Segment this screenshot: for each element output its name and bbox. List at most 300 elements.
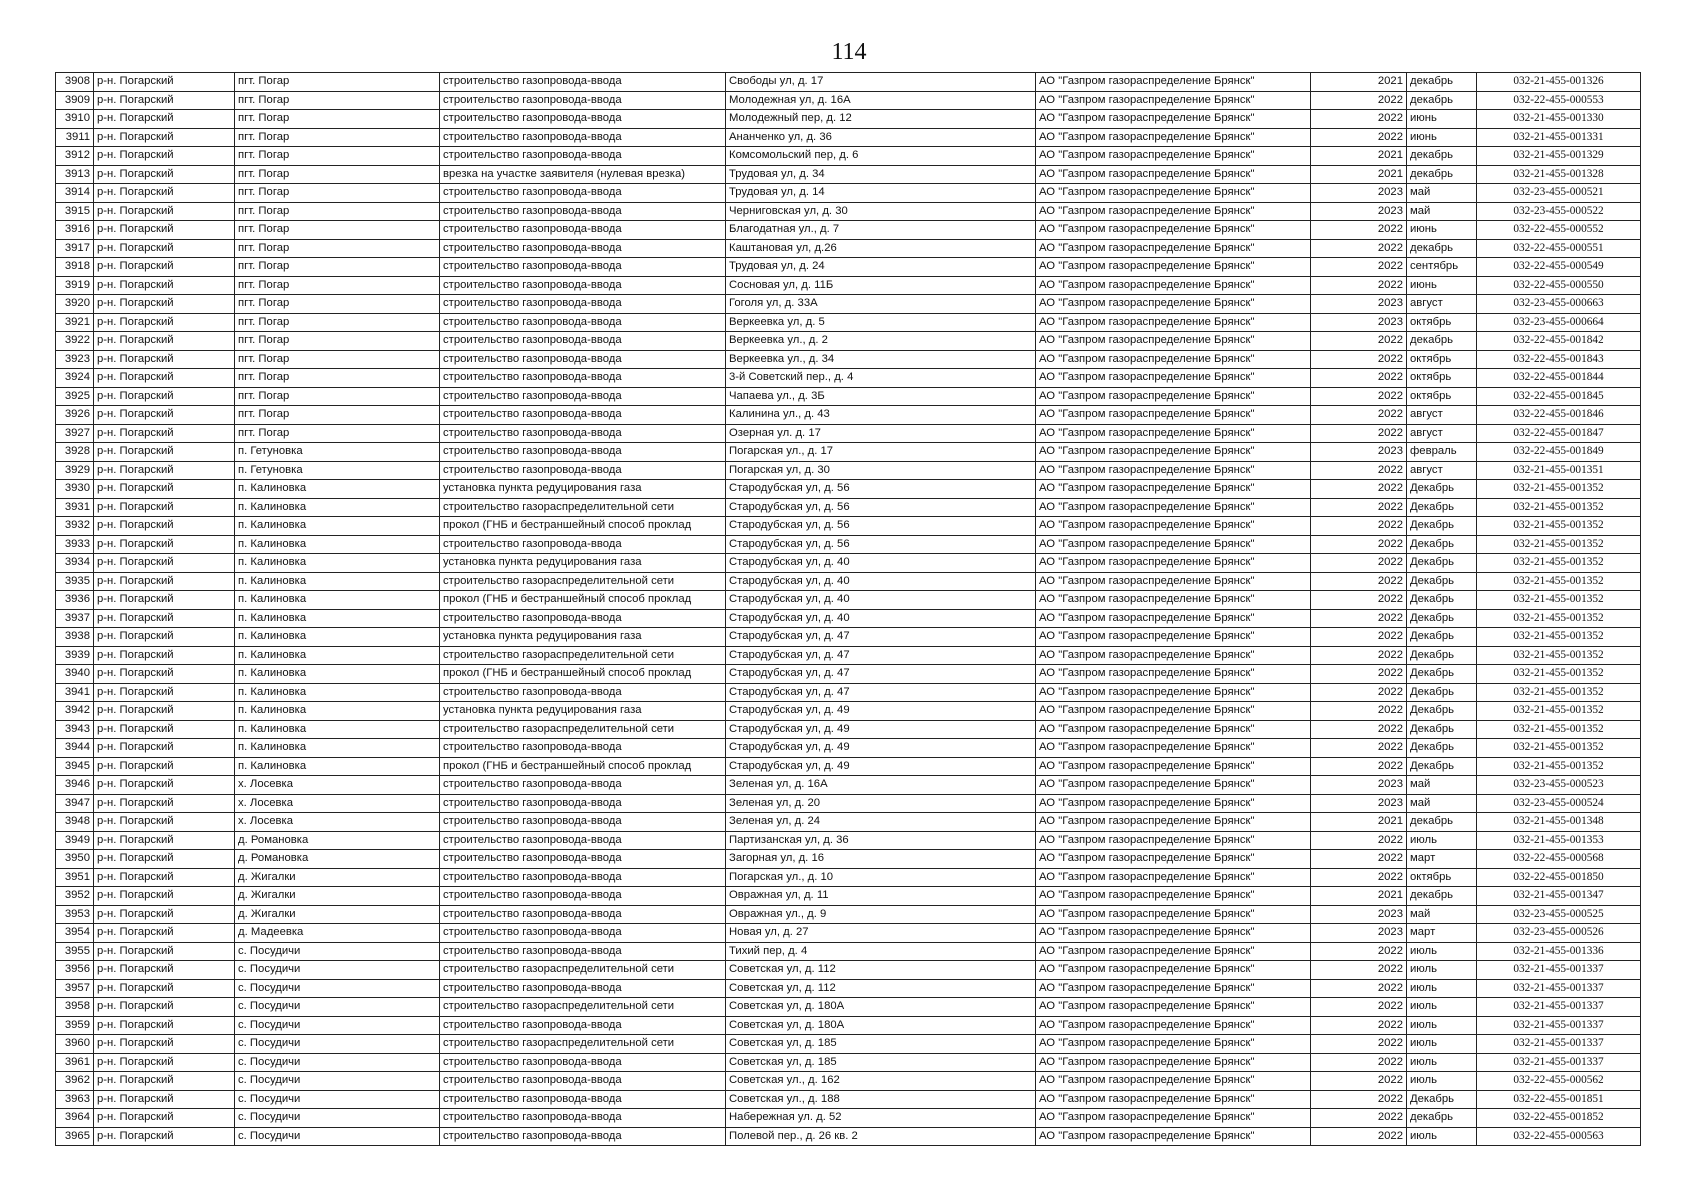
cell-work-type: строительство газопровода-ввода	[440, 535, 726, 554]
cell-number: 3960	[56, 1035, 94, 1054]
cell-number: 3928	[56, 443, 94, 462]
cell-address: Овражная ул., д. 9	[726, 905, 1036, 924]
cell-organization: АО "Газпром газораспределение Брянск"	[1036, 239, 1311, 258]
cell-month: Декабрь	[1407, 609, 1477, 628]
cell-number: 3948	[56, 813, 94, 832]
cell-district: р-н. Погарский	[94, 961, 235, 980]
cell-code: 032-21-455-001352	[1477, 498, 1641, 517]
cell-year: 2023	[1311, 313, 1407, 332]
cell-month: август	[1407, 424, 1477, 443]
cell-number: 3951	[56, 868, 94, 887]
cell-address: Тихий пер, д. 4	[726, 942, 1036, 961]
cell-settlement: п. Калиновка	[235, 646, 440, 665]
cell-work-type: строительство газопровода-ввода	[440, 184, 726, 203]
cell-settlement: пгт. Погар	[235, 295, 440, 314]
cell-work-type: строительство газопровода-ввода	[440, 850, 726, 869]
table-row	[56, 147, 1641, 166]
cell-work-type: строительство газопровода-ввода	[440, 924, 726, 943]
cell-number: 3917	[56, 239, 94, 258]
cell-year: 2022	[1311, 942, 1407, 961]
cell-code: 032-22-455-000553	[1477, 91, 1641, 110]
cell-code: 032-21-455-001352	[1477, 535, 1641, 554]
cell-year: 2022	[1311, 110, 1407, 129]
cell-month: март	[1407, 924, 1477, 943]
cell-address: Овражная ул, д. 11	[726, 887, 1036, 906]
cell-district: р-н. Погарский	[94, 609, 235, 628]
cell-address: Каштановая ул, д.26	[726, 239, 1036, 258]
cell-address: Стародубская ул, д. 56	[726, 498, 1036, 517]
cell-district: р-н. Погарский	[94, 554, 235, 573]
cell-number: 3942	[56, 702, 94, 721]
cell-settlement: пгт. Погар	[235, 184, 440, 203]
cell-work-type: строительство газопровода-ввода	[440, 406, 726, 425]
cell-address: Стародубская ул, д. 49	[726, 757, 1036, 776]
cell-month: май	[1407, 202, 1477, 221]
cell-year: 2022	[1311, 369, 1407, 388]
cell-organization: АО "Газпром газораспределение Брянск"	[1036, 979, 1311, 998]
cell-code: 032-21-455-001352	[1477, 480, 1641, 499]
cell-year: 2023	[1311, 443, 1407, 462]
cell-code: 032-22-455-000563	[1477, 1127, 1641, 1146]
cell-number: 3914	[56, 184, 94, 203]
cell-address: Зеленая ул, д. 24	[726, 813, 1036, 832]
cell-year: 2022	[1311, 517, 1407, 536]
cell-district: р-н. Погарский	[94, 905, 235, 924]
cell-settlement: х. Лосевка	[235, 813, 440, 832]
cell-code: 032-21-455-001352	[1477, 702, 1641, 721]
cell-district: р-н. Погарский	[94, 979, 235, 998]
cell-district: р-н. Погарский	[94, 350, 235, 369]
cell-district: р-н. Погарский	[94, 887, 235, 906]
cell-month: Декабрь	[1407, 646, 1477, 665]
cell-work-type: строительство газораспределительной сети	[440, 1035, 726, 1054]
cell-work-type: строительство газопровода-ввода	[440, 91, 726, 110]
table-row	[56, 887, 1641, 906]
cell-settlement: с. Посудичи	[235, 961, 440, 980]
cell-settlement: п. Калиновка	[235, 591, 440, 610]
cell-district: р-н. Погарский	[94, 128, 235, 147]
cell-organization: АО "Газпром газораспределение Брянск"	[1036, 91, 1311, 110]
cell-settlement: пгт. Погар	[235, 165, 440, 184]
cell-settlement: пгт. Погар	[235, 110, 440, 129]
cell-number: 3958	[56, 998, 94, 1017]
table-row	[56, 850, 1641, 869]
cell-organization: АО "Газпром газораспределение Брянск"	[1036, 1127, 1311, 1146]
cell-address: Стародубская ул, д. 56	[726, 480, 1036, 499]
cell-year: 2023	[1311, 924, 1407, 943]
cell-month: июль	[1407, 961, 1477, 980]
cell-organization: АО "Газпром газораспределение Брянск"	[1036, 147, 1311, 166]
cell-address: Трудовая ул, д. 34	[726, 165, 1036, 184]
cell-code: 032-23-455-000525	[1477, 905, 1641, 924]
cell-district: р-н. Погарский	[94, 739, 235, 758]
cell-month: декабрь	[1407, 813, 1477, 832]
cell-number: 3930	[56, 480, 94, 499]
cell-month: июль	[1407, 831, 1477, 850]
table-row	[56, 1016, 1641, 1035]
cell-code: 032-22-455-001842	[1477, 332, 1641, 351]
cell-district: р-н. Погарский	[94, 535, 235, 554]
cell-year: 2021	[1311, 147, 1407, 166]
cell-year: 2022	[1311, 424, 1407, 443]
cell-work-type: строительство газопровода-ввода	[440, 295, 726, 314]
cell-organization: АО "Газпром газораспределение Брянск"	[1036, 406, 1311, 425]
cell-district: р-н. Погарский	[94, 850, 235, 869]
cell-organization: АО "Газпром газораспределение Брянск"	[1036, 128, 1311, 147]
cell-year: 2022	[1311, 609, 1407, 628]
cell-number: 3920	[56, 295, 94, 314]
cell-district: р-н. Погарский	[94, 369, 235, 388]
cell-month: Декабрь	[1407, 720, 1477, 739]
cell-address: Гоголя ул, д. 33А	[726, 295, 1036, 314]
table-row	[56, 942, 1641, 961]
table-row	[56, 591, 1641, 610]
cell-organization: АО "Газпром газораспределение Брянск"	[1036, 1016, 1311, 1035]
table-row	[56, 961, 1641, 980]
cell-month: июль	[1407, 942, 1477, 961]
table-row	[56, 628, 1641, 647]
cell-address: Стародубская ул, д. 49	[726, 702, 1036, 721]
cell-settlement: с. Посудичи	[235, 979, 440, 998]
cell-organization: АО "Газпром газораспределение Брянск"	[1036, 461, 1311, 480]
cell-code: 032-21-455-001352	[1477, 757, 1641, 776]
table-row	[56, 202, 1641, 221]
cell-number: 3933	[56, 535, 94, 554]
cell-address: Стародубская ул, д. 47	[726, 646, 1036, 665]
cell-number: 3946	[56, 776, 94, 795]
cell-settlement: д. Жигалки	[235, 887, 440, 906]
cell-month: февраль	[1407, 443, 1477, 462]
cell-month: Декабрь	[1407, 683, 1477, 702]
cell-address: Зеленая ул, д. 16А	[726, 776, 1036, 795]
cell-number: 3963	[56, 1090, 94, 1109]
cell-district: р-н. Погарский	[94, 387, 235, 406]
cell-address: Молодежный пер, д. 12	[726, 110, 1036, 129]
cell-code: 032-21-455-001352	[1477, 628, 1641, 647]
cell-month: июль	[1407, 1016, 1477, 1035]
cell-settlement: д. Романовка	[235, 831, 440, 850]
cell-settlement: с. Посудичи	[235, 998, 440, 1017]
registry-body	[56, 73, 1641, 1146]
cell-address: Набережная ул. д. 52	[726, 1109, 1036, 1128]
cell-district: р-н. Погарский	[94, 776, 235, 795]
cell-district: р-н. Погарский	[94, 572, 235, 591]
cell-district: р-н. Погарский	[94, 480, 235, 499]
cell-month: май	[1407, 184, 1477, 203]
cell-code: 032-22-455-000568	[1477, 850, 1641, 869]
cell-organization: АО "Газпром газораспределение Брянск"	[1036, 1109, 1311, 1128]
cell-settlement: п. Гетуновка	[235, 461, 440, 480]
cell-code: 032-21-455-001352	[1477, 554, 1641, 573]
cell-work-type: прокол (ГНБ и бестраншейный способ проклад	[440, 665, 726, 684]
cell-year: 2022	[1311, 1090, 1407, 1109]
table-row	[56, 702, 1641, 721]
cell-month: декабрь	[1407, 91, 1477, 110]
cell-address: Стародубская ул, д. 47	[726, 683, 1036, 702]
cell-district: р-н. Погарский	[94, 443, 235, 462]
cell-month: декабрь	[1407, 165, 1477, 184]
cell-district: р-н. Погарский	[94, 1090, 235, 1109]
cell-district: р-н. Погарский	[94, 1053, 235, 1072]
cell-number: 3925	[56, 387, 94, 406]
cell-code: 032-22-455-001844	[1477, 369, 1641, 388]
cell-year: 2022	[1311, 961, 1407, 980]
cell-organization: АО "Газпром газораспределение Брянск"	[1036, 868, 1311, 887]
table-row	[56, 424, 1641, 443]
cell-month: декабрь	[1407, 1109, 1477, 1128]
cell-number: 3953	[56, 905, 94, 924]
cell-year: 2022	[1311, 998, 1407, 1017]
cell-month: июль	[1407, 1127, 1477, 1146]
cell-work-type: строительство газопровода-ввода	[440, 258, 726, 277]
cell-year: 2022	[1311, 239, 1407, 258]
cell-number: 3935	[56, 572, 94, 591]
cell-month: декабрь	[1407, 332, 1477, 351]
cell-month: июнь	[1407, 128, 1477, 147]
cell-settlement: пгт. Погар	[235, 73, 440, 92]
cell-settlement: с. Посудичи	[235, 1109, 440, 1128]
cell-year: 2022	[1311, 850, 1407, 869]
table-row	[56, 128, 1641, 147]
cell-code: 032-21-455-001328	[1477, 165, 1641, 184]
cell-year: 2022	[1311, 1109, 1407, 1128]
table-row	[56, 110, 1641, 129]
cell-number: 3931	[56, 498, 94, 517]
cell-month: июль	[1407, 1053, 1477, 1072]
cell-month: июль	[1407, 998, 1477, 1017]
cell-code: 032-21-455-001331	[1477, 128, 1641, 147]
cell-code: 032-21-455-001337	[1477, 979, 1641, 998]
cell-address: Благодатная ул., д. 7	[726, 221, 1036, 240]
cell-year: 2022	[1311, 480, 1407, 499]
cell-district: р-н. Погарский	[94, 517, 235, 536]
cell-number: 3939	[56, 646, 94, 665]
table-row	[56, 295, 1641, 314]
cell-organization: АО "Газпром газораспределение Брянск"	[1036, 794, 1311, 813]
cell-year: 2022	[1311, 1035, 1407, 1054]
cell-address: Стародубская ул, д. 40	[726, 591, 1036, 610]
cell-district: р-н. Погарский	[94, 424, 235, 443]
cell-number: 3923	[56, 350, 94, 369]
cell-address: Советская ул, д. 112	[726, 979, 1036, 998]
table-row	[56, 1053, 1641, 1072]
cell-year: 2021	[1311, 165, 1407, 184]
cell-month: Декабрь	[1407, 665, 1477, 684]
cell-work-type: строительство газопровода-ввода	[440, 905, 726, 924]
cell-number: 3913	[56, 165, 94, 184]
table-row	[56, 498, 1641, 517]
cell-code: 032-22-455-000552	[1477, 221, 1641, 240]
cell-work-type: строительство газопровода-ввода	[440, 739, 726, 758]
cell-month: июль	[1407, 979, 1477, 998]
cell-address: Стародубская ул, д. 40	[726, 609, 1036, 628]
cell-year: 2022	[1311, 461, 1407, 480]
cell-work-type: строительство газопровода-ввода	[440, 73, 726, 92]
cell-organization: АО "Газпром газораспределение Брянск"	[1036, 295, 1311, 314]
cell-code: 032-21-455-001352	[1477, 665, 1641, 684]
table-row	[56, 461, 1641, 480]
table-row	[56, 258, 1641, 277]
cell-month: Декабрь	[1407, 554, 1477, 573]
cell-number: 3934	[56, 554, 94, 573]
cell-organization: АО "Газпром газораспределение Брянск"	[1036, 535, 1311, 554]
cell-work-type: строительство газопровода-ввода	[440, 813, 726, 832]
cell-number: 3944	[56, 739, 94, 758]
cell-code: 032-22-455-001847	[1477, 424, 1641, 443]
cell-work-type: врезка на участке заявителя (нулевая врезка)	[440, 165, 726, 184]
cell-number: 3952	[56, 887, 94, 906]
cell-work-type: строительство газопровода-ввода	[440, 1109, 726, 1128]
cell-address: Веркеевка ул., д. 2	[726, 332, 1036, 351]
cell-code: 032-23-455-000526	[1477, 924, 1641, 943]
cell-district: р-н. Погарский	[94, 942, 235, 961]
cell-number: 3938	[56, 628, 94, 647]
cell-code: 032-23-455-000521	[1477, 184, 1641, 203]
cell-code: 032-21-455-001337	[1477, 961, 1641, 980]
table-row	[56, 572, 1641, 591]
cell-settlement: д. Романовка	[235, 850, 440, 869]
cell-settlement: пгт. Погар	[235, 424, 440, 443]
cell-settlement: с. Посудичи	[235, 1127, 440, 1146]
cell-address: Советская ул, д. 185	[726, 1053, 1036, 1072]
cell-work-type: строительство газопровода-ввода	[440, 683, 726, 702]
cell-number: 3959	[56, 1016, 94, 1035]
cell-address: Стародубская ул, д. 40	[726, 554, 1036, 573]
cell-address: Трудовая ул, д. 14	[726, 184, 1036, 203]
cell-number: 3921	[56, 313, 94, 332]
cell-work-type: строительство газопровода-ввода	[440, 387, 726, 406]
cell-number: 3950	[56, 850, 94, 869]
cell-settlement: с. Посудичи	[235, 1016, 440, 1035]
cell-organization: АО "Газпром газораспределение Брянск"	[1036, 831, 1311, 850]
cell-code: 032-21-455-001353	[1477, 831, 1641, 850]
cell-month: октябрь	[1407, 313, 1477, 332]
cell-organization: АО "Газпром газораспределение Брянск"	[1036, 110, 1311, 129]
cell-year: 2022	[1311, 1127, 1407, 1146]
cell-organization: АО "Газпром газораспределение Брянск"	[1036, 887, 1311, 906]
table-row	[56, 776, 1641, 795]
cell-address: Стародубская ул, д. 47	[726, 665, 1036, 684]
cell-year: 2023	[1311, 202, 1407, 221]
cell-work-type: строительство газопровода-ввода	[440, 1127, 726, 1146]
cell-code: 032-22-455-001843	[1477, 350, 1641, 369]
cell-district: р-н. Погарский	[94, 184, 235, 203]
cell-district: р-н. Погарский	[94, 1035, 235, 1054]
cell-year: 2022	[1311, 406, 1407, 425]
cell-number: 3957	[56, 979, 94, 998]
cell-address: Комсомольский пер, д. 6	[726, 147, 1036, 166]
cell-settlement: п. Калиновка	[235, 554, 440, 573]
cell-year: 2022	[1311, 591, 1407, 610]
cell-work-type: прокол (ГНБ и бестраншейный способ проклад	[440, 517, 726, 536]
cell-organization: АО "Газпром газораспределение Брянск"	[1036, 480, 1311, 499]
cell-district: р-н. Погарский	[94, 110, 235, 129]
cell-work-type: строительство газопровода-ввода	[440, 202, 726, 221]
cell-district: р-н. Погарский	[94, 498, 235, 517]
cell-settlement: п. Калиновка	[235, 665, 440, 684]
cell-year: 2022	[1311, 221, 1407, 240]
cell-address: Новая ул, д. 27	[726, 924, 1036, 943]
cell-organization: АО "Газпром газораспределение Брянск"	[1036, 1053, 1311, 1072]
table-row	[56, 665, 1641, 684]
cell-work-type: строительство газопровода-ввода	[440, 461, 726, 480]
cell-year: 2023	[1311, 776, 1407, 795]
cell-address: Погарская ул, д. 30	[726, 461, 1036, 480]
cell-organization: АО "Газпром газораспределение Брянск"	[1036, 591, 1311, 610]
cell-number: 3916	[56, 221, 94, 240]
cell-address: Стародубская ул, д. 49	[726, 720, 1036, 739]
cell-work-type: строительство газопровода-ввода	[440, 128, 726, 147]
cell-month: июнь	[1407, 276, 1477, 295]
cell-number: 3918	[56, 258, 94, 277]
cell-number: 3910	[56, 110, 94, 129]
table-row	[56, 868, 1641, 887]
cell-address: Зеленая ул, д. 20	[726, 794, 1036, 813]
cell-month: август	[1407, 295, 1477, 314]
cell-code: 032-22-455-001846	[1477, 406, 1641, 425]
cell-code: 032-23-455-000664	[1477, 313, 1641, 332]
cell-settlement: п. Калиновка	[235, 572, 440, 591]
cell-work-type: строительство газопровода-ввода	[440, 942, 726, 961]
table-row	[56, 332, 1641, 351]
cell-code: 032-22-455-001852	[1477, 1109, 1641, 1128]
cell-settlement: пгт. Погар	[235, 387, 440, 406]
cell-month: Декабрь	[1407, 628, 1477, 647]
cell-organization: АО "Газпром газораспределение Брянск"	[1036, 850, 1311, 869]
registry-table	[55, 72, 1641, 1146]
page-number: 114	[831, 39, 867, 65]
cell-district: р-н. Погарский	[94, 683, 235, 702]
cell-code: 032-23-455-000523	[1477, 776, 1641, 795]
cell-work-type: строительство газопровода-ввода	[440, 1072, 726, 1091]
cell-district: р-н. Погарский	[94, 461, 235, 480]
table-row	[56, 73, 1641, 92]
table-row	[56, 831, 1641, 850]
cell-number: 3945	[56, 757, 94, 776]
cell-settlement: п. Калиновка	[235, 517, 440, 536]
cell-month: Декабрь	[1407, 498, 1477, 517]
cell-address: Советская ул, д. 180А	[726, 998, 1036, 1017]
cell-year: 2022	[1311, 498, 1407, 517]
cell-settlement: пгт. Погар	[235, 91, 440, 110]
cell-settlement: п. Калиновка	[235, 720, 440, 739]
cell-code: 032-21-455-001352	[1477, 739, 1641, 758]
table-row	[56, 369, 1641, 388]
cell-number: 3924	[56, 369, 94, 388]
table-row	[56, 387, 1641, 406]
cell-address: Погарская ул., д. 17	[726, 443, 1036, 462]
cell-organization: АО "Газпром газораспределение Брянск"	[1036, 646, 1311, 665]
cell-work-type: прокол (ГНБ и бестраншейный способ проклад	[440, 591, 726, 610]
cell-work-type: установка пункта редуцирования газа	[440, 480, 726, 499]
cell-organization: АО "Газпром газораспределение Брянск"	[1036, 813, 1311, 832]
cell-district: р-н. Погарский	[94, 757, 235, 776]
cell-number: 3964	[56, 1109, 94, 1128]
cell-work-type: строительство газопровода-ввода	[440, 609, 726, 628]
cell-address: Веркеевка ул, д. 5	[726, 313, 1036, 332]
cell-number: 3962	[56, 1072, 94, 1091]
cell-code: 032-22-455-000551	[1477, 239, 1641, 258]
cell-work-type: строительство газопровода-ввода	[440, 979, 726, 998]
cell-organization: АО "Газпром газораспределение Брянск"	[1036, 905, 1311, 924]
cell-settlement: пгт. Погар	[235, 332, 440, 351]
table-row	[56, 757, 1641, 776]
cell-month: Декабрь	[1407, 480, 1477, 499]
cell-code: 032-21-455-001348	[1477, 813, 1641, 832]
cell-code: 032-21-455-001337	[1477, 1035, 1641, 1054]
table-row	[56, 221, 1641, 240]
cell-month: сентябрь	[1407, 258, 1477, 277]
